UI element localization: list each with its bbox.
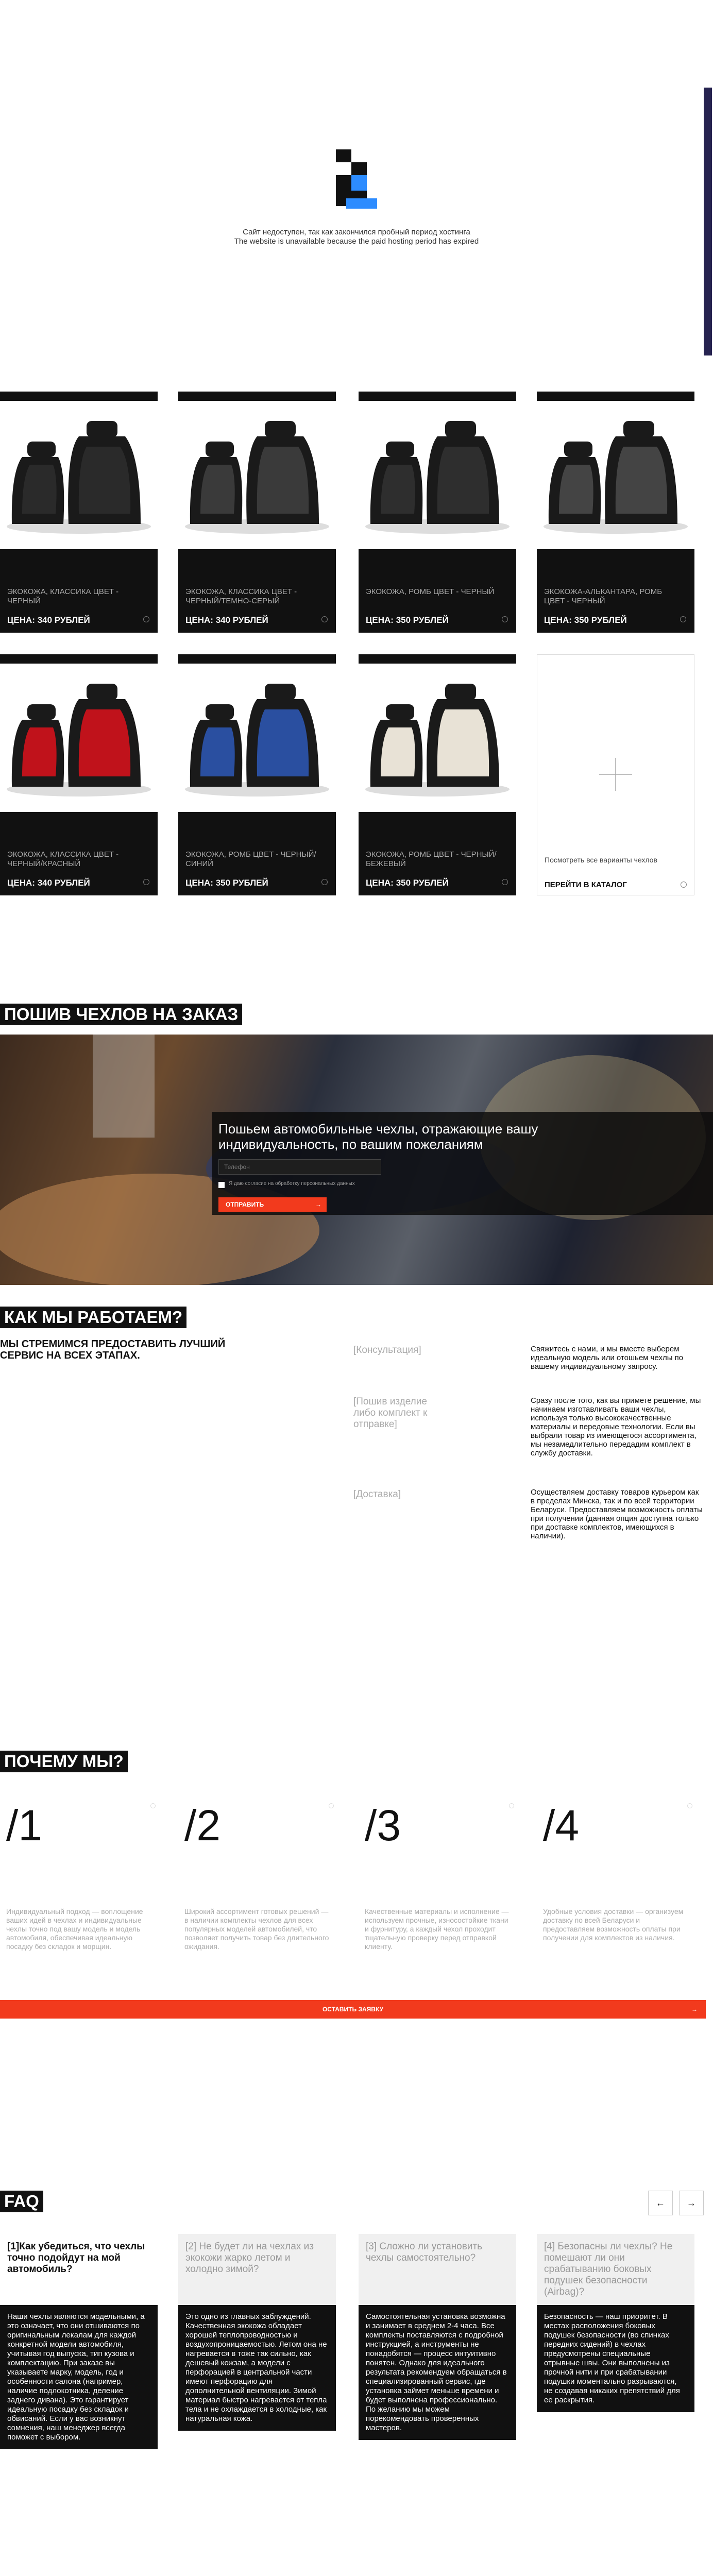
faq-answer: Безопасность — наш приоритет. В местах расположения боковых подушек безопасности (во спинках передних сидений) в чехлах предусмотрены специальные отрывные швы. Они выполнены из прочной нити и при срабатывании подушки моментально разрываются, не создавая никаких препятствий для ее раскрытия.	[537, 2305, 694, 2412]
arrow-right-icon: →	[691, 2006, 698, 2013]
faq-item[interactable]	[178, 2234, 336, 2431]
product-price: ЦЕНА: 350 РУБЛЕЙ	[544, 615, 627, 625]
product-image[interactable]	[537, 401, 694, 549]
custom-submit-label: ОТПРАВИТЬ	[226, 1201, 264, 1208]
product-info	[0, 549, 158, 633]
hosting-expired-banner	[0, 0, 713, 381]
custom-phone-input[interactable]	[218, 1159, 381, 1175]
product-card-bar	[178, 654, 336, 664]
product-card-bar	[359, 392, 516, 401]
product-image[interactable]	[0, 664, 158, 812]
circle-icon	[687, 1803, 692, 1808]
circle-icon	[329, 1803, 334, 1808]
product-card-bar	[0, 392, 158, 401]
why-item-text: Широкий ассортимент готовых решений — в наличии комплекты чехлов для всех популярных моделей автомобилей, что позволяет получить товар без длительного ожидания.	[184, 1907, 329, 1951]
section-title-faq: FAQ	[0, 2191, 43, 2212]
why-item-text: Удобные условия доставки — организуем доставку по всей Беларуси и предоставляем возможность оплаты при получении для комплектов из наличия.	[543, 1907, 684, 1942]
arrow-right-icon: →	[315, 1201, 321, 1208]
product-image[interactable]	[359, 401, 516, 549]
seat-cover-photo	[180, 411, 334, 539]
circle-icon	[150, 1803, 156, 1808]
how-step-text: Осуществляем доставку товаров курьером как в пределах Минска, так и по всей территории Беларуси. Предоставляем возможность оплаты при получении (данная опция доступна только при доставке комплектов, имеющихся в наличии).	[531, 1488, 703, 1540]
circle-icon	[509, 1803, 514, 1808]
faq-question[interactable]: [2] Не будет ли на чехлах из экокожи жарко летом и холодно зимой?	[178, 2234, 336, 2305]
product-price: ЦЕНА: 340 РУБЛЕЙ	[7, 878, 90, 888]
seat-cover-photo	[538, 411, 693, 539]
product-info	[178, 812, 336, 895]
catalog-card-text: Посмотреть все варианты чехлов	[545, 856, 657, 864]
faq-answer: Это одно из главных заблуждений. Качественная экокожа обладает хорошей теплопроводностью и воздухопроницаемостью. Летом она не нагревается в тоже так сильно, как дешевый кожзам, а модели с перфорацией в центральной части имеют перфорацию для дополнительной вентиляции. Зимой материал быстро нагревается от тепла тела и не охлаждается в холодные, как натуральная кожа.	[178, 2305, 336, 2431]
site-logo-icon	[326, 149, 377, 216]
seat-cover-photo	[180, 673, 334, 802]
leave-request-button[interactable]	[0, 2000, 706, 2019]
arrow-left-icon: ←	[656, 2197, 665, 2208]
circle-icon	[502, 616, 508, 622]
hosting-message-ru: Сайт недоступен, так как закончился пробный период хостинга	[243, 228, 470, 236]
product-price: ЦЕНА: 350 РУБЛЕЙ	[366, 878, 449, 888]
faq-prev-button[interactable]	[648, 2191, 673, 2215]
why-item-number: /3	[365, 1801, 401, 1850]
circle-icon	[502, 879, 508, 885]
product-card[interactable]	[0, 654, 158, 895]
product-image[interactable]	[0, 401, 158, 549]
product-card-bar	[0, 654, 158, 664]
custom-hero-image	[0, 1035, 713, 1285]
faq-answer: Самостоятельная установка возможна и занимает в среднем 2-4 часа. Все комплекты поставляются с подробной инструкцией, а инструменты не понадобятся — процесс интуитивно понятен. Однако для идеального результата рекомендуем обращаться в специализированный сервис, где установка займет меньше времени и будет выполнена профессионально. По желанию мы можем порекомендовать проверенных мастеров.	[359, 2305, 516, 2440]
product-card-bar	[359, 654, 516, 664]
product-image[interactable]	[178, 401, 336, 549]
faq-question[interactable]: [1]Как убедиться, что чехлы точно подойдут на мой автомобиль?	[0, 2234, 158, 2305]
custom-consent-checkbox[interactable]	[218, 1182, 225, 1188]
product-card-bar	[537, 392, 694, 401]
circle-icon	[681, 882, 687, 888]
why-item-text: Качественные материалы и исполнение — используем прочные, износостойкие ткани и фурнитуру, а каждый чехол проходит тщательную проверку перед отправкой клиенту.	[365, 1907, 509, 1951]
custom-form-panel	[212, 1112, 713, 1215]
why-item-text: Индивидуальный подход — воплощение ваших идей в чехлах и индивидуальные чехлы точно под вашу модель и модель автомобиля, обеспечивая идеальную посадку без складок и морщин.	[6, 1907, 143, 1951]
how-step-label: [Доставка]	[353, 1489, 401, 1500]
product-info	[178, 549, 336, 633]
product-image[interactable]	[178, 664, 336, 812]
circle-icon	[680, 616, 686, 622]
product-name: ЭКОКОЖА-АЛЬКАНТАРА, РОМБ ЦВЕТ - ЧЕРНЫЙ	[544, 587, 663, 605]
faq-answer: Наши чехлы являются модельными, а это означает, что они отшиваются по оригинальным лекалам для каждой конкретной модели автомобиля, учитывая год выпуска, тип кузова и комплектацию. При заказе вы указываете марку, модель, год и особенности салона (например, наличие подлокотника, деление заднего дивана). Это гарантирует идеальную посадку без складок и обвисаний. Если у вас возникнут сомнения, наш менеджер всегда поможет с выбором.	[0, 2305, 158, 2449]
product-price: ЦЕНА: 340 РУБЛЕЙ	[185, 615, 268, 625]
hosting-message-en: The website is unavailable because the paid hosting period has expired	[234, 237, 479, 246]
scrollbar[interactable]	[704, 88, 712, 355]
product-name: ЭКОКОЖА, РОМБ ЦВЕТ - ЧЕРНЫЙ/СИНИЙ	[185, 850, 316, 868]
seat-cover-photo	[360, 411, 515, 539]
section-title-how: КАК МЫ РАБОТАЕМ?	[0, 1307, 186, 1328]
product-price: ЦЕНА: 350 РУБЛЕЙ	[185, 878, 268, 888]
product-card[interactable]	[0, 392, 158, 633]
custom-submit-button[interactable]	[218, 1197, 327, 1212]
product-card[interactable]	[359, 654, 516, 895]
how-step-label: [Консультация]	[353, 1345, 421, 1355]
why-item-number: /4	[543, 1801, 580, 1850]
circle-icon	[143, 616, 149, 622]
faq-item[interactable]	[537, 2234, 694, 2412]
product-card-bar	[178, 392, 336, 401]
circle-icon	[143, 879, 149, 885]
catalog-card[interactable]	[537, 654, 694, 895]
why-item-number: /2	[184, 1801, 221, 1850]
faq-question[interactable]: [3] Сложно ли установить чехлы самостоятельно?	[359, 2234, 516, 2305]
product-name: ЭКОКОЖА, РОМБ ЦВЕТ - ЧЕРНЫЙ	[366, 587, 495, 596]
leave-request-label: ОСТАВИТЬ ЗАЯВКУ	[322, 2006, 384, 2013]
faq-question[interactable]: [4] Безопасны ли чехлы? Не помешают ли они срабатыванию боковых подушек безопасности (Airbag)?	[537, 2234, 694, 2305]
faq-next-button[interactable]	[679, 2191, 704, 2215]
how-step-text: Сразу после того, как вы примете решение, мы начинаем изготавливать ваши чехлы, используя только высококачественные материалы и передовые технологии. Если вы выбрали товар из имеющегося ассортимента, мы незамедлительно передадим комплект в службу доставки.	[531, 1396, 701, 1458]
product-card[interactable]	[359, 392, 516, 633]
seat-cover-photo	[2, 411, 156, 539]
seat-cover-photo	[360, 673, 515, 802]
why-item-number: /1	[6, 1801, 43, 1850]
product-name: ЭКОКОЖА, КЛАССИКА ЦВЕТ - ЧЕРНЫЙ	[7, 587, 119, 605]
catalog-link[interactable]: ПЕРЕЙТИ В КАТАЛОГ	[545, 880, 627, 889]
how-subtitle: МЫ СТРЕМИМСЯ ПРЕДОСТАВИТЬ ЛУЧШИЙ СЕРВИС НА ВСЕХ ЭТАПАХ.	[0, 1338, 226, 1361]
product-image[interactable]	[359, 664, 516, 812]
product-name: ЭКОКОЖА, КЛАССИКА ЦВЕТ - ЧЕРНЫЙ/ТЕМНО-СЕРЫЙ	[185, 587, 297, 605]
product-info	[537, 549, 694, 633]
section-title-why: ПОЧЕМУ МЫ?	[0, 1751, 128, 1772]
circle-icon	[321, 879, 328, 885]
circle-icon	[321, 616, 328, 622]
custom-heading: Пошьем автомобильные чехлы, отражающие вашу индивидуальность, по вашим пожеланиям	[218, 1121, 538, 1152]
faq-item[interactable]	[0, 2234, 158, 2449]
plus-icon	[599, 758, 632, 791]
product-card[interactable]	[537, 392, 694, 633]
product-price: ЦЕНА: 350 РУБЛЕЙ	[366, 615, 449, 625]
product-info	[359, 549, 516, 633]
product-card[interactable]	[178, 654, 336, 895]
how-step-label: [Пошив изделие либо комплект к отправке]	[353, 1396, 428, 1430]
product-info	[359, 812, 516, 895]
seat-cover-photo	[2, 673, 156, 802]
product-price: ЦЕНА: 340 РУБЛЕЙ	[7, 615, 90, 625]
faq-item[interactable]	[359, 2234, 516, 2440]
how-step-text: Свяжитесь с нами, и мы вместе выберем идеальную модель или отошьем чехлы по вашему индивидуальному запросу.	[531, 1345, 684, 1371]
product-info	[0, 812, 158, 895]
custom-consent-text: Я даю согласие на обработку персональных данных	[229, 1181, 355, 1187]
product-card[interactable]	[178, 392, 336, 633]
product-name: ЭКОКОЖА, РОМБ ЦВЕТ - ЧЕРНЫЙ/БЕЖЕВЫЙ	[366, 850, 497, 868]
product-name: ЭКОКОЖА, КЛАССИКА ЦВЕТ - ЧЕРНЫЙ/КРАСНЫЙ	[7, 850, 119, 868]
section-title-custom: ПОШИВ ЧЕХЛОВ НА ЗАКАЗ	[0, 1004, 242, 1025]
arrow-right-icon: →	[687, 2197, 696, 2208]
